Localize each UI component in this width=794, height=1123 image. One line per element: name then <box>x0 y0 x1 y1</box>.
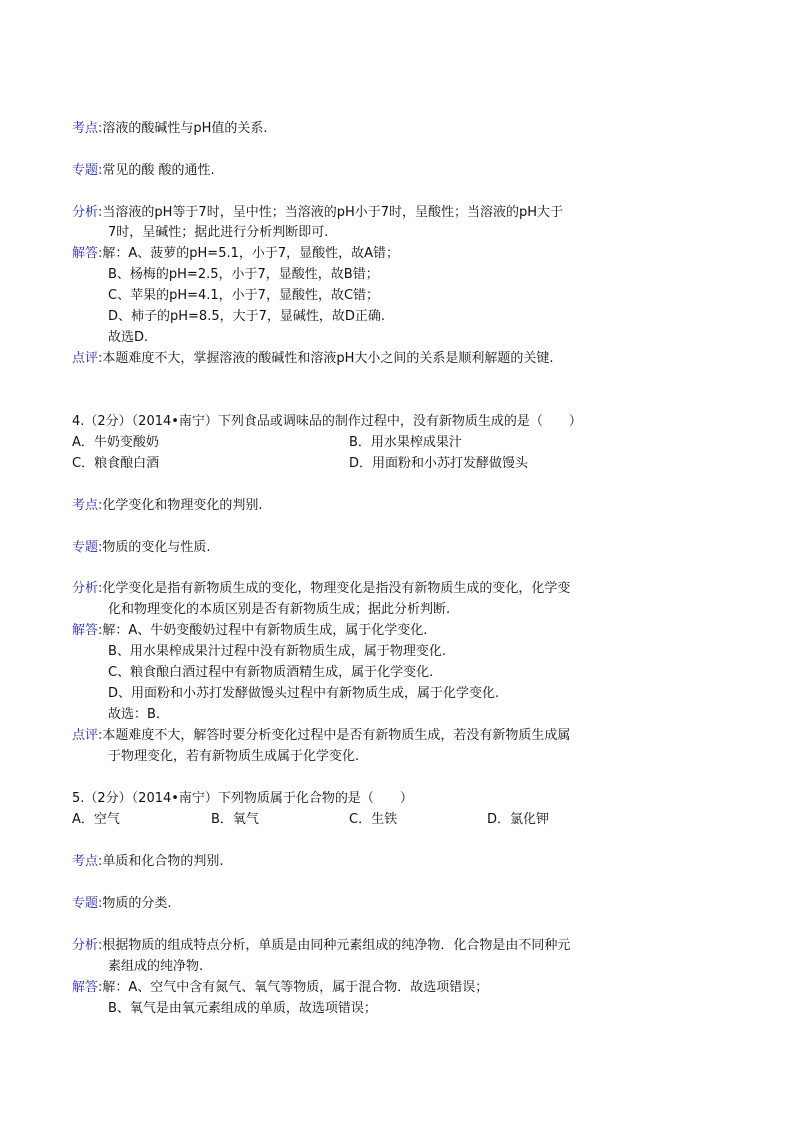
q3-jieda <box>72 244 399 264</box>
q5-kaodian <box>72 852 224 872</box>
q5-kaodian-text: 单质和化合物的判别. <box>102 854 224 869</box>
q5-zhuanti-text: 物质的分类. <box>102 896 172 911</box>
q5-stem: 5.（2分）（2014•南宁）下列物质属于化合物的是（ ） <box>72 791 413 806</box>
q5-option-a: A．空气 <box>72 812 120 827</box>
q5-option-b: B．氧气 <box>211 812 259 827</box>
q4-option-d: D．用面粉和小苏打发酵做馒头 <box>349 456 529 471</box>
q4-fenxi <box>72 579 570 599</box>
q4-jieda-line: 故选：B. <box>108 707 161 722</box>
q5-jieda-label: 解答: <box>72 980 103 995</box>
q3-kaodian-label: 考点: <box>72 121 103 136</box>
q5-fenxi <box>72 936 570 956</box>
q4-dianping-line2: 于物理变化，若有新物质生成属于化学变化. <box>108 749 360 764</box>
q3-dianping-text: 本题难度不大，掌握溶液的酸碱性和溶液pH大小之间的关系是顺利解题的关键. <box>102 351 554 366</box>
q5-zhuanti-label: 专题: <box>72 896 103 911</box>
q4-option-b: B．用水果榨成果汁 <box>349 435 462 450</box>
q4-kaodian-text: 化学变化和物理变化的判别. <box>102 498 263 513</box>
q5-jieda-line: B、氧气是由氧元素组成的单质，故选项错误； <box>108 1001 377 1016</box>
q4-fenxi-line1: 化学变化是指有新物质生成的变化，物理变化是指没有新物质生成的变化，化学变 <box>102 581 571 596</box>
q3-jieda-line: D、柿子的pH=8.5，大于7，显碱性，故D正确. <box>108 309 386 324</box>
q4-kaodian-label: 考点: <box>72 498 103 513</box>
q4-jieda-line: 解：A、牛奶变酸奶过程中有新物质生成，属于化学变化. <box>102 623 428 638</box>
q5-jieda <box>72 978 488 998</box>
q4-dianping-line1: 本题难度不大，解答时要分析变化过程中是否有新物质生成，若没有新物质生成属 <box>102 728 571 743</box>
q3-zhuanti-text: 常见的酸 酸的通性. <box>102 163 215 178</box>
q3-dianping <box>72 349 554 369</box>
q4-zhuanti-label: 专题: <box>72 540 103 555</box>
q5-zhuanti <box>72 894 172 914</box>
q4-dianping-label: 点评: <box>72 728 103 743</box>
q3-fenxi <box>72 203 563 223</box>
q4-option-a: A．牛奶变酸奶 <box>72 435 159 450</box>
q5-option-c: C．生铁 <box>349 812 398 827</box>
q4-zhuanti <box>72 538 211 558</box>
q3-dianping-label: 点评: <box>72 351 103 366</box>
q3-fenxi-line1: 当溶液的pH等于7时，呈中性；当溶液的pH小于7时，呈酸性；当溶液的pH大于 <box>102 205 564 220</box>
q3-fenxi-label: 分析: <box>72 205 103 220</box>
q3-jieda-line: 故选D. <box>108 330 149 345</box>
q4-kaodian <box>72 496 263 516</box>
q4-fenxi-label: 分析: <box>72 581 103 596</box>
q3-jieda-line: B、杨梅的pH=2.5，小于7，显酸性，故B错； <box>108 267 379 282</box>
q3-zhuanti-label: 专题: <box>72 163 103 178</box>
q3-jieda-line: C、苹果的pH=4.1，小于7，显酸性，故C错； <box>108 288 380 303</box>
q4-jieda <box>72 621 427 641</box>
q3-jieda-label: 解答: <box>72 246 103 261</box>
q4-option-c: C．粮食酿白酒 <box>72 456 160 471</box>
q4-fenxi-line2: 化和物理变化的本质区别是否有新物质生成；据此分析判断. <box>108 602 451 617</box>
q3-jieda-line: 解：A、菠萝的pH=5.1，小于7，显酸性，故A错； <box>102 246 400 261</box>
q3-zhuanti <box>72 161 215 181</box>
q4-jieda-line: B、用水果榨成果汁过程中没有新物质生成，属于物理变化. <box>108 644 447 659</box>
q5-fenxi-line2: 素组成的纯净物. <box>108 959 204 974</box>
q3-fenxi-line2: 7时，呈碱性；据此进行分析判断即可. <box>108 225 329 240</box>
q3-kaodian <box>72 119 268 139</box>
q4-jieda-label: 解答: <box>72 623 103 638</box>
q4-zhuanti-text: 物质的变化与性质. <box>102 540 211 555</box>
q5-fenxi-line1: 根据物质的组成特点分析，单质是由同种元素组成的纯净物．化合物是由不同种元 <box>102 938 571 953</box>
q3-kaodian-text: 溶液的酸碱性与pH值的关系. <box>102 121 268 136</box>
q4-stem: 4.（2分）（2014•南宁）下列食品或调味品的制作过程中，没有新物质生成的是（ ） <box>72 414 582 429</box>
q5-fenxi-label: 分析: <box>72 938 103 953</box>
q4-dianping <box>72 726 570 746</box>
q4-jieda-line: D、用面粉和小苏打发酵做馒头过程中有新物质生成，属于化学变化. <box>108 686 500 701</box>
q4-jieda-line: C、粮食酿白酒过程中有新物质酒精生成，属于化学变化. <box>108 665 434 680</box>
q5-option-d: D．氯化钾 <box>487 812 550 827</box>
q5-kaodian-label: 考点: <box>72 854 103 869</box>
q5-jieda-line: 解：A、空气中含有氮气、氧气等物质，属于混合物．故选项错误； <box>102 980 489 995</box>
